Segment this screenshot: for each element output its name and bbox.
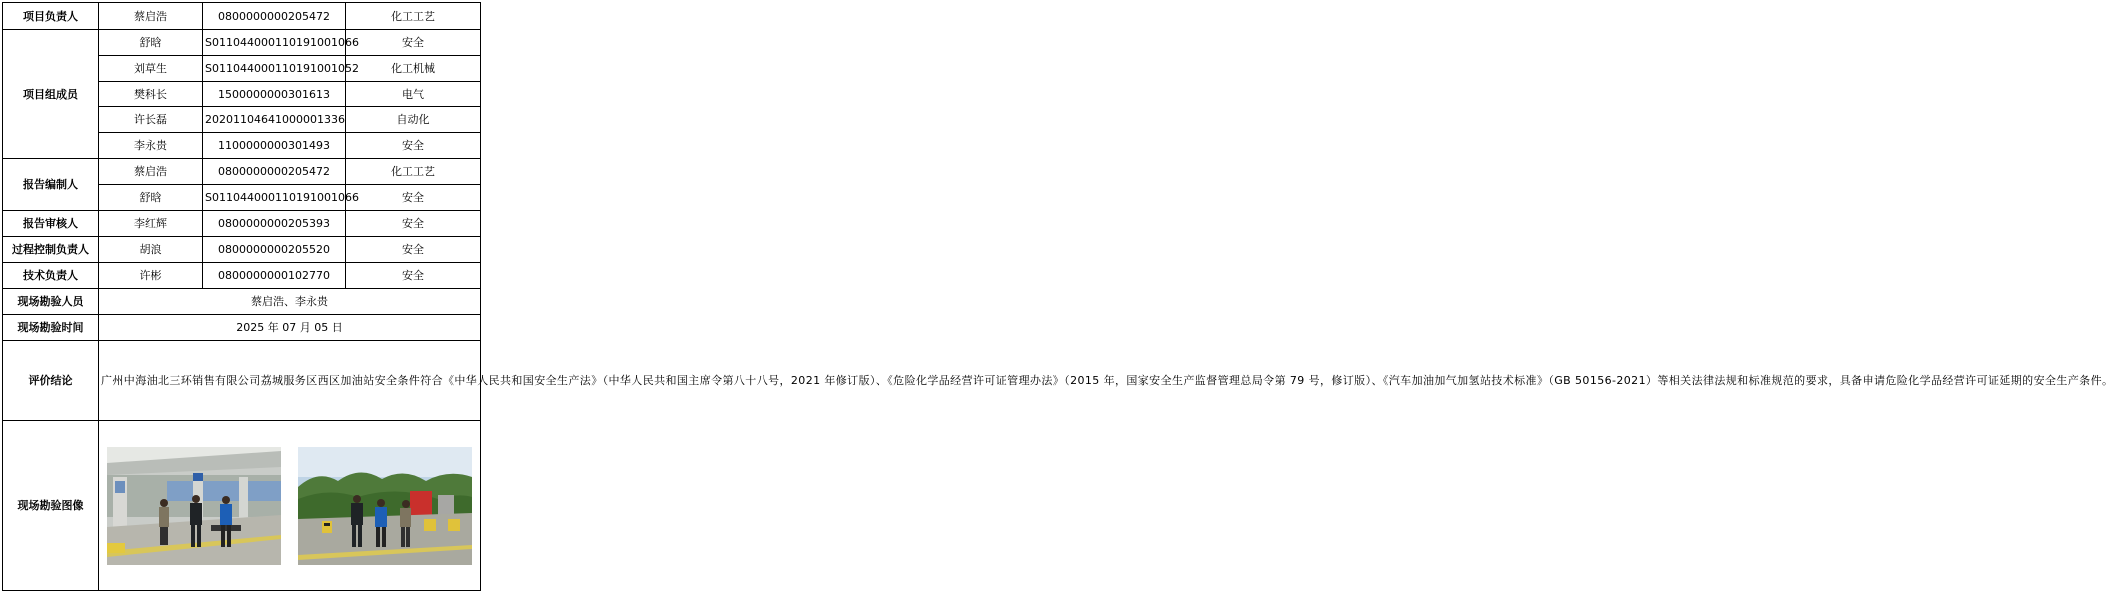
site-photo-outdoor bbox=[298, 447, 472, 565]
reviewer-code: 0800000000205393 bbox=[203, 211, 346, 237]
survey-people-label: 现场勘验人员 bbox=[3, 289, 99, 315]
author-specialty: 化工工艺 bbox=[346, 159, 481, 185]
team-member-code: S011044000110191001052 bbox=[203, 56, 346, 82]
survey-time-label: 现场勘验时间 bbox=[3, 315, 99, 341]
leader-name: 蔡启浩 bbox=[99, 3, 203, 30]
table-row bbox=[3, 159, 481, 185]
team-member-specialty: 安全 bbox=[346, 133, 481, 159]
leader-specialty: 化工工艺 bbox=[346, 3, 481, 30]
conclusion-label: 评价结论 bbox=[3, 341, 99, 421]
table-row bbox=[3, 211, 481, 237]
table-row bbox=[3, 315, 481, 341]
author-specialty: 安全 bbox=[346, 185, 481, 211]
conclusion-text: 广州中海油北三环销售有限公司荔城服务区西区加油站安全条件符合《中华人民共和国安全生产法》（中华人民共和国主席令第八十八号，2021 年修订版）、《危险化学品经营许可证管理办法》（2015 年，国家安全生产监督管理总局令第 79 号，修订版）、《汽车加油加气加氢站技术标准》（GB 50156-2021）等相关法律法规和标准规范的要求，具备申请危险化学品经营许可证延期的安全生产条件。 bbox=[99, 341, 481, 421]
table-row bbox=[3, 263, 481, 289]
photos-label: 现场勘验图像 bbox=[3, 421, 99, 591]
team-member-name: 许长磊 bbox=[99, 107, 203, 133]
survey-people-value: 蔡启浩、李永贵 bbox=[99, 289, 481, 315]
table-row bbox=[3, 341, 481, 421]
team-member-code: 1500000000301613 bbox=[203, 82, 346, 107]
team-member-name: 舒晗 bbox=[99, 30, 203, 56]
site-photo-outdoor-image bbox=[298, 447, 472, 565]
table-row bbox=[3, 3, 481, 30]
table-row bbox=[3, 237, 481, 263]
tech-code: 0800000000102770 bbox=[203, 263, 346, 289]
author-code: S011044000110191001066 bbox=[203, 185, 346, 211]
author-code: 0800000000205472 bbox=[203, 159, 346, 185]
tech-specialty: 安全 bbox=[346, 263, 481, 289]
team-member-name: 樊科长 bbox=[99, 82, 203, 107]
tech-name: 许彬 bbox=[99, 263, 203, 289]
reviewer-name: 李红辉 bbox=[99, 211, 203, 237]
team-member-code: S011044000110191001066 bbox=[203, 30, 346, 56]
author-name: 蔡启浩 bbox=[99, 159, 203, 185]
team-label: 项目组成员 bbox=[3, 30, 99, 159]
team-member-code: 1100000000301493 bbox=[203, 133, 346, 159]
team-member-name: 李永贵 bbox=[99, 133, 203, 159]
leader-code: 0800000000205472 bbox=[203, 3, 346, 30]
process-name: 胡浪 bbox=[99, 237, 203, 263]
team-member-specialty: 自动化 bbox=[346, 107, 481, 133]
table-row bbox=[3, 30, 481, 56]
photos-cell bbox=[99, 421, 481, 591]
process-code: 0800000000205520 bbox=[203, 237, 346, 263]
team-member-specialty: 安全 bbox=[346, 30, 481, 56]
team-member-code: 20201104641000001336 bbox=[203, 107, 346, 133]
team-member-name: 刘草生 bbox=[99, 56, 203, 82]
personnel-table bbox=[2, 2, 2113, 591]
photo-strip bbox=[99, 447, 480, 565]
authors-label: 报告编制人 bbox=[3, 159, 99, 211]
process-specialty: 安全 bbox=[346, 237, 481, 263]
author-name: 舒晗 bbox=[99, 185, 203, 211]
table-row bbox=[3, 421, 481, 591]
site-photo-canopy-image bbox=[107, 447, 281, 565]
site-photo-canopy bbox=[107, 447, 281, 565]
team-member-specialty: 电气 bbox=[346, 82, 481, 107]
survey-time-value: 2025 年 07 月 05 日 bbox=[99, 315, 481, 341]
reviewer-label: 报告审核人 bbox=[3, 211, 99, 237]
process-label: 过程控制负责人 bbox=[3, 237, 99, 263]
team-member-specialty: 化工机械 bbox=[346, 56, 481, 82]
tech-label: 技术负责人 bbox=[3, 263, 99, 289]
table-row bbox=[3, 289, 481, 315]
leader-label: 项目负责人 bbox=[3, 3, 99, 30]
reviewer-specialty: 安全 bbox=[346, 211, 481, 237]
